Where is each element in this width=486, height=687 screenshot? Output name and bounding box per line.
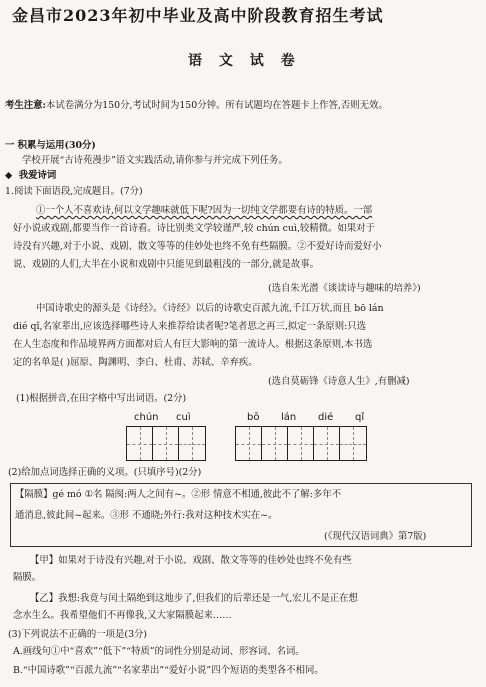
source-note: (选自莫砺锋《诗意人生》,有删减) (268, 376, 410, 387)
subject-title: 语 文 试 卷 (188, 53, 301, 69)
grid-cell[interactable] (236, 427, 262, 460)
dictionary-line: 【隔膜】gé mó ①名 隔阂:两人之间有~。②形 情意不相通,彼此不了解:多年不 (15, 489, 342, 500)
subquestion-1: (1)根据拼音,在田字格中写出词语。(2分) (16, 393, 187, 404)
grid-cell[interactable] (288, 427, 314, 460)
question-stem: 1.阅读下面语段,完成题目。(7分) (5, 186, 143, 197)
passage-line: 好小说或戏剧,都要当作一首诗看。诗比别类文学较谨严,较 chún cuì,较精微。如果对于 (13, 223, 375, 234)
notice-text: 本试卷满分为150分,考试时间为150分钟。所有试题均在答题卡上作答,否则无效。 (45, 100, 388, 111)
answer-grid-b[interactable] (235, 426, 367, 461)
pinyin-label: bō (247, 412, 260, 423)
subquestion-3: (3)下列说法不正确的一项是(3分) (8, 629, 148, 640)
section-heading: ◆ 我爱诗词 (5, 170, 57, 181)
passage-line: 定的名单是( )屈原、陶渊明、李白、杜甫、苏轼、辛弃疾。 (13, 357, 258, 368)
grid-cell[interactable] (153, 427, 179, 460)
grid-cell[interactable] (179, 427, 205, 460)
excerpt-yi: 念水生么。我希望他们不再像我,又大家隔膜起来…… (13, 610, 232, 621)
grid-cell[interactable] (262, 427, 288, 460)
passage-line: 中国诗歌史的源头是《诗经》。《诗经》以后的诗歌史百派九流,千江万状,而且 bō lán (36, 303, 384, 314)
excerpt-jia: 隔膜。 (13, 572, 42, 583)
grid-cell[interactable] (127, 427, 153, 460)
section-label: 我爱诗词 (18, 170, 57, 181)
notice-label: 考生注意: (5, 100, 46, 111)
exam-title: 金昌市2023年初中毕业及高中阶段教育招生考试 (12, 6, 384, 25)
pinyin-label: chún (134, 412, 159, 423)
dictionary-line: 通消息,彼此间~起来。③形 不通晓;外行:我对这种技术实在~。 (15, 510, 278, 521)
pinyin-label: qǐ (355, 412, 365, 423)
pinyin-label: lán (281, 412, 297, 423)
pinyin-label: dié (318, 412, 334, 423)
passage-line: 在人生态度和作品境界两方面都对后人有巨大影响的第一流诗人。根据这条原则,本书选 (13, 339, 373, 350)
grid-cell[interactable] (314, 427, 340, 460)
dictionary-source: (《现代汉语词典》第7版) (324, 531, 427, 542)
passage-line: 说、戏剧的人们,大半在小说和戏剧中只能见到最粗浅的一部分,就是故事。 (13, 259, 319, 270)
exam-notice (5, 100, 388, 112)
option-a: A.画线句①中“喜欢”“低下”“特质”的词性分别是动词、形容词、名词。 (13, 646, 305, 657)
source-note: (选自朱光潜《谈读诗与趣味的培养》) (268, 283, 421, 294)
grid-cell[interactable] (340, 427, 366, 460)
excerpt-yi: 【乙】我想:我竟与闰土隔绝到这地步了,但我们的后辈还是一气,宏儿不是正在想 (30, 593, 358, 604)
part1-heading: 一 积累与运用(30分) (5, 140, 96, 151)
passage-line: dié qǐ,名家辈出,应该选择哪些诗人来推荐给读者呢?笔者思之再三,拟定一条原则:只选 (13, 321, 367, 332)
part1-intro: 学校开展“古诗苑漫步”语文实践活动,请你参与并完成下列任务。 (22, 155, 288, 166)
passage-line: 诗没有兴趣,对于小说、戏剧、散文等等的佳妙处也终不免有些隔膜。②不爱好诗而爱好小 (13, 241, 382, 252)
pinyin-label: cuì (176, 412, 191, 423)
answer-grid-a[interactable] (126, 426, 206, 461)
excerpt-jia: 【甲】如果对于诗没有兴趣,对于小说、戏剧、散文等等的佳妙处也终不免有些 (30, 555, 352, 566)
passage-line: ①一个人不喜欢诗,何以文学趣味就低下呢?因为一切纯文学都要有诗的特质。一部 (36, 205, 373, 216)
option-b: B.“中国诗歌”“百派九流”“名家辈出”“爱好小说”四个短语的类型各不相同。 (13, 665, 324, 676)
subquestion-2: (2)给加点词选择正确的义项。(只填序号)(2分) (8, 467, 202, 478)
